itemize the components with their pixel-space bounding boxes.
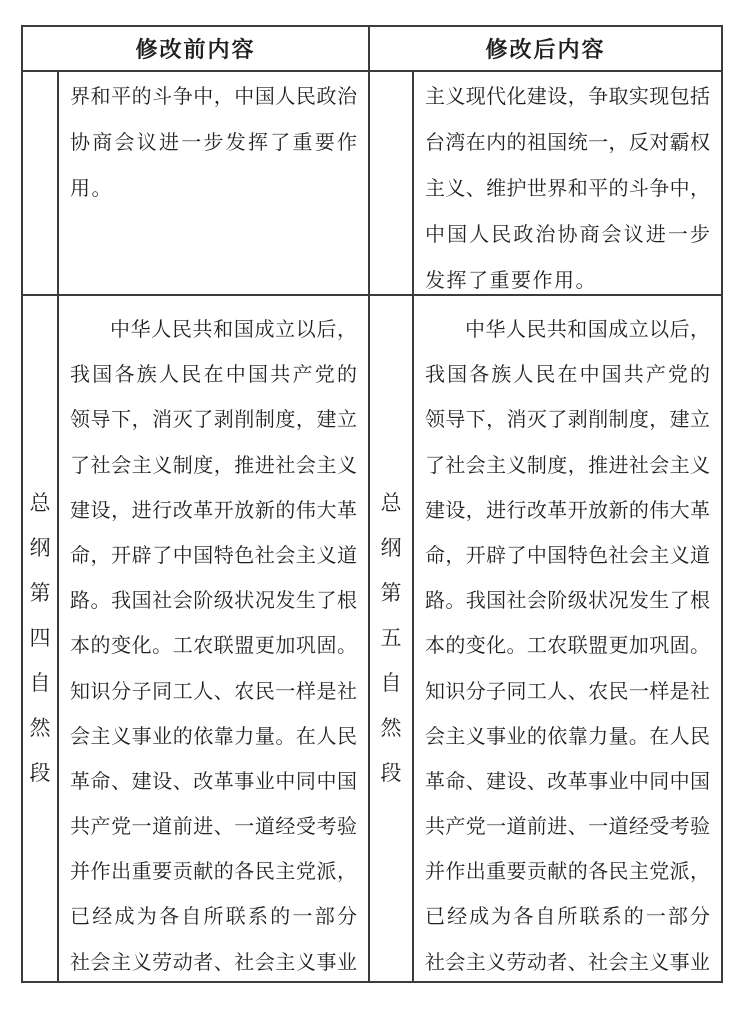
text-line: 本的变化。工农联盟更加巩固。 xyxy=(425,635,710,658)
vertical-label-char: 总 xyxy=(29,491,51,515)
text-line: 建设，进行改革开放新的伟大革 xyxy=(70,499,357,522)
text-line: 革命、建设、改革事业中同中国 xyxy=(425,770,710,793)
text-line: 社会主义劳动者、社会主义事业 xyxy=(70,951,357,974)
text-line: 共产党一道前进、一道经受考验 xyxy=(70,816,357,839)
vertical-label-char: 第 xyxy=(380,581,402,605)
text-line: 路。我国社会阶级状况发生了根 xyxy=(70,590,357,613)
text-line: 命，开辟了中国特色社会主义道 xyxy=(70,544,357,567)
header-before-cell xyxy=(23,27,370,72)
vertical-label-char: 纲 xyxy=(380,536,402,560)
text-line: 了社会主义制度，推进社会主义 xyxy=(425,454,710,477)
carryover-before-label-cell xyxy=(23,72,59,296)
text-line: 领导下，消灭了剥削制度，建立 xyxy=(70,409,357,432)
text-line: 中国人民政治协商会议进一步 xyxy=(425,224,710,246)
text-line: 路。我国社会阶级状况发生了根 xyxy=(425,590,710,613)
text-line: 中华人民共和国成立以后， xyxy=(110,319,357,341)
text-line: 主义、维护世界和平的斗争中， xyxy=(425,178,710,200)
text-line: 协商会议进一步发挥了重要作 xyxy=(70,132,357,154)
text-line: 已经成为各自所联系的一部分 xyxy=(425,906,710,929)
text-line: 用。 xyxy=(70,178,113,200)
text-line: 主义现代化建设，争取实现包括 xyxy=(425,86,710,108)
paragraph-after-label-cell xyxy=(370,296,414,981)
text-line: 我国各族人民在中国共产党的 xyxy=(425,364,710,387)
text-line: 共产党一道前进、一道经受考验 xyxy=(425,816,710,839)
paragraph-before-text-cell xyxy=(59,296,370,981)
text-line: 已经成为各自所联系的一部分 xyxy=(70,906,357,929)
text-line: 界和平的斗争中，中国人民政治 xyxy=(70,86,357,108)
text-line: 建设，进行改革开放新的伟大革 xyxy=(425,499,710,522)
paragraph-before-label-cell xyxy=(23,296,59,981)
paragraph-after-text-cell xyxy=(414,296,721,981)
vertical-label-char: 五 xyxy=(380,626,402,650)
header-before-label: 修改前内容 xyxy=(135,37,256,62)
vertical-label-char: 纲 xyxy=(29,536,51,560)
carryover-before-text-cell xyxy=(59,72,370,296)
text-line: 并作出重要贡献的各民主党派， xyxy=(70,861,357,884)
text-line: 了社会主义制度，推进社会主义 xyxy=(70,454,357,477)
text-line: 我国各族人民在中国共产党的 xyxy=(70,364,357,387)
vertical-label-char: 四 xyxy=(29,626,51,650)
text-line: 中华人民共和国成立以后， xyxy=(465,319,710,341)
vertical-label-char: 总 xyxy=(380,491,402,515)
vertical-label-char: 段 xyxy=(380,761,402,785)
text-line: 知识分子同工人、农民一样是社 xyxy=(70,680,357,703)
text-line: 并作出重要贡献的各民主党派， xyxy=(425,861,710,884)
carryover-after-label-cell xyxy=(370,72,414,296)
text-line: 会主义事业的依靠力量。在人民 xyxy=(425,725,710,748)
text-line: 革命、建设、改革事业中同中国 xyxy=(70,770,357,793)
vertical-label-char: 自 xyxy=(29,671,51,695)
text-line: 领导下，消灭了剥削制度，建立 xyxy=(425,409,710,432)
vertical-label-char: 段 xyxy=(29,761,51,785)
header-after-label: 修改后内容 xyxy=(485,37,606,62)
text-line: 会主义事业的依靠力量。在人民 xyxy=(70,725,357,748)
header-after-cell xyxy=(370,27,721,72)
text-line: 本的变化。工农联盟更加巩固。 xyxy=(70,635,357,658)
text-line: 知识分子同工人、农民一样是社 xyxy=(425,680,710,703)
text-line: 命，开辟了中国特色社会主义道 xyxy=(425,544,710,567)
vertical-label-char: 第 xyxy=(29,581,51,605)
text-line: 社会主义劳动者、社会主义事业 xyxy=(425,951,710,974)
text-line: 台湾在内的祖国统一，反对霸权 xyxy=(425,132,710,154)
carryover-after-text-cell xyxy=(414,72,721,296)
comparison-table xyxy=(21,25,723,983)
text-line: 发挥了重要作用。 xyxy=(425,270,597,292)
vertical-label-char: 然 xyxy=(29,716,51,740)
vertical-label-char: 然 xyxy=(380,716,402,740)
vertical-label-char: 自 xyxy=(380,671,402,695)
